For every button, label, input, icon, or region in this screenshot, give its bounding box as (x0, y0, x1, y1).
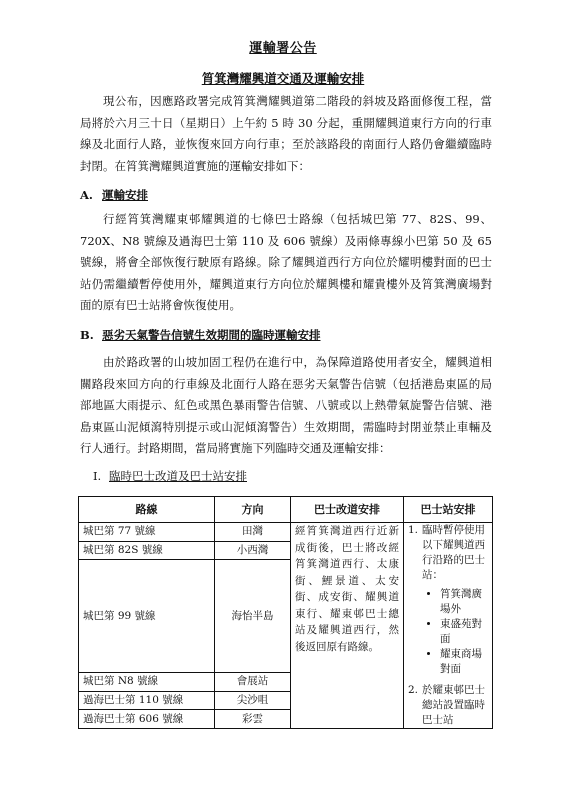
header-route: 路線 (79, 497, 215, 523)
intro-paragraph: 現公布，因應路政署完成筲箕灣耀興道第二階段的斜坡及路面修復工程，當局將於六月三十日（星期日）上午約 5 時 30 分起，重開耀興道東行方向的行車線及北面行人路，並恢復來回方向行車；至於該路段的南面行人路仍會繼續臨時封閉。在筲箕灣耀興道實施的運輸安排如下： (80, 94, 492, 173)
route-cell: 城巴第 99 號線 (79, 560, 215, 673)
route-cell: 過海巴士第 110 號線 (79, 691, 215, 710)
direction-cell: 海怡半島 (215, 560, 291, 673)
direction-cell: 小西灣 (215, 541, 291, 560)
section-b-label: B. (80, 328, 94, 342)
list-item: • 筲箕灣廣場外 (440, 587, 488, 617)
section-b-paragraph: 由於路政署的山坡加固工程仍在進行中，為保障道路使用者安全，耀興道相關路段來回方向的行車線及北面行人路在惡劣天氣警告信號（包括港島東區的局部地區大雨提示、紅色或黑色暴雨警告信號、八號或以上熱帶氣旋警告信號、港島東區山泥傾瀉特別提示或山泥傾瀉警告）生效期間，需臨時封閉並禁止車輛及行人通行。封路期間，當局將實施下列臨時交通及運輸安排： (80, 355, 492, 455)
stop-item-2-number: 2. (408, 684, 419, 696)
direction-cell: 尖沙咀 (215, 691, 291, 710)
route-cell: 城巴第 N8 號線 (79, 673, 215, 692)
list-item: • 東盛苑對面 (440, 617, 488, 647)
route-cell: 城巴第 82S 號線 (79, 541, 215, 560)
suspended-stop-list (422, 587, 488, 677)
route-cell: 城巴第 77 號線 (79, 523, 215, 542)
stop-item-1 (408, 523, 488, 677)
section-a-label: A. (80, 188, 93, 202)
direction-cell: 會展站 (215, 673, 291, 692)
header-direction: 方向 (215, 497, 291, 523)
header-diversion: 巴士改道安排 (291, 497, 404, 523)
stop-item-2 (408, 683, 488, 728)
diversion-cell: 經筲箕灣道西行近新成街後，巴士將改經筲箕灣道西行、太康街、鯉景道、太安街、成安街、耀興道東行、耀東邨巴士總站及耀興道西行，然後返回原有路線。 (291, 523, 404, 729)
table-header-row (79, 497, 493, 523)
subsection-i-label: I. (93, 469, 102, 483)
list-item: • 耀東商場對面 (440, 647, 488, 677)
direction-cell: 彩雲 (215, 710, 291, 729)
bus-stop-cell (404, 523, 493, 729)
direction-cell: 田灣 (215, 523, 291, 542)
table-row (79, 523, 493, 542)
notice-title: 運輸署公告 (249, 41, 317, 56)
route-cell: 過海巴士第 606 號線 (79, 710, 215, 729)
stop-item-1-number: 1. (408, 524, 419, 536)
subsection-i-heading (93, 468, 247, 484)
section-b-title: 惡劣天氣警告信號生效期間的臨時運輸安排 (102, 328, 321, 342)
bus-arrangement-table (78, 496, 493, 729)
section-b-heading (80, 327, 321, 343)
notice-subtitle: 筲箕灣耀興道交通及運輸安排 (201, 71, 365, 86)
section-a-heading (80, 187, 148, 203)
section-a-title: 運輸安排 (102, 188, 148, 202)
stop-item-2-text: 於耀東邨巴士總站設置臨時巴士站 (422, 684, 485, 726)
subsection-i-title: 臨時巴士改道及巴士站安排 (109, 469, 247, 483)
stop-item-1-text: 臨時暫停使用以下耀興道西行沿路的巴士站： (422, 524, 485, 581)
header-bus-stop: 巴士站安排 (404, 497, 493, 523)
section-a-paragraph: 行經筲箕灣耀東邨耀興道的七條巴士路線（包括城巴第 77、82S、99、720X、N8 號線及過海巴士第 110 及 606 號線）及兩條專線小巴第 50 及 65 號線，將會全部恢復行駛原有路線。除了耀興道西行方向位於耀明樓對面的巴士站仍需繼續暫停使用外，耀興道東行方向位於耀興樓和耀貴樓外及筲箕灣廣場對面的原有巴士站將會恢復使用。 (80, 212, 492, 312)
